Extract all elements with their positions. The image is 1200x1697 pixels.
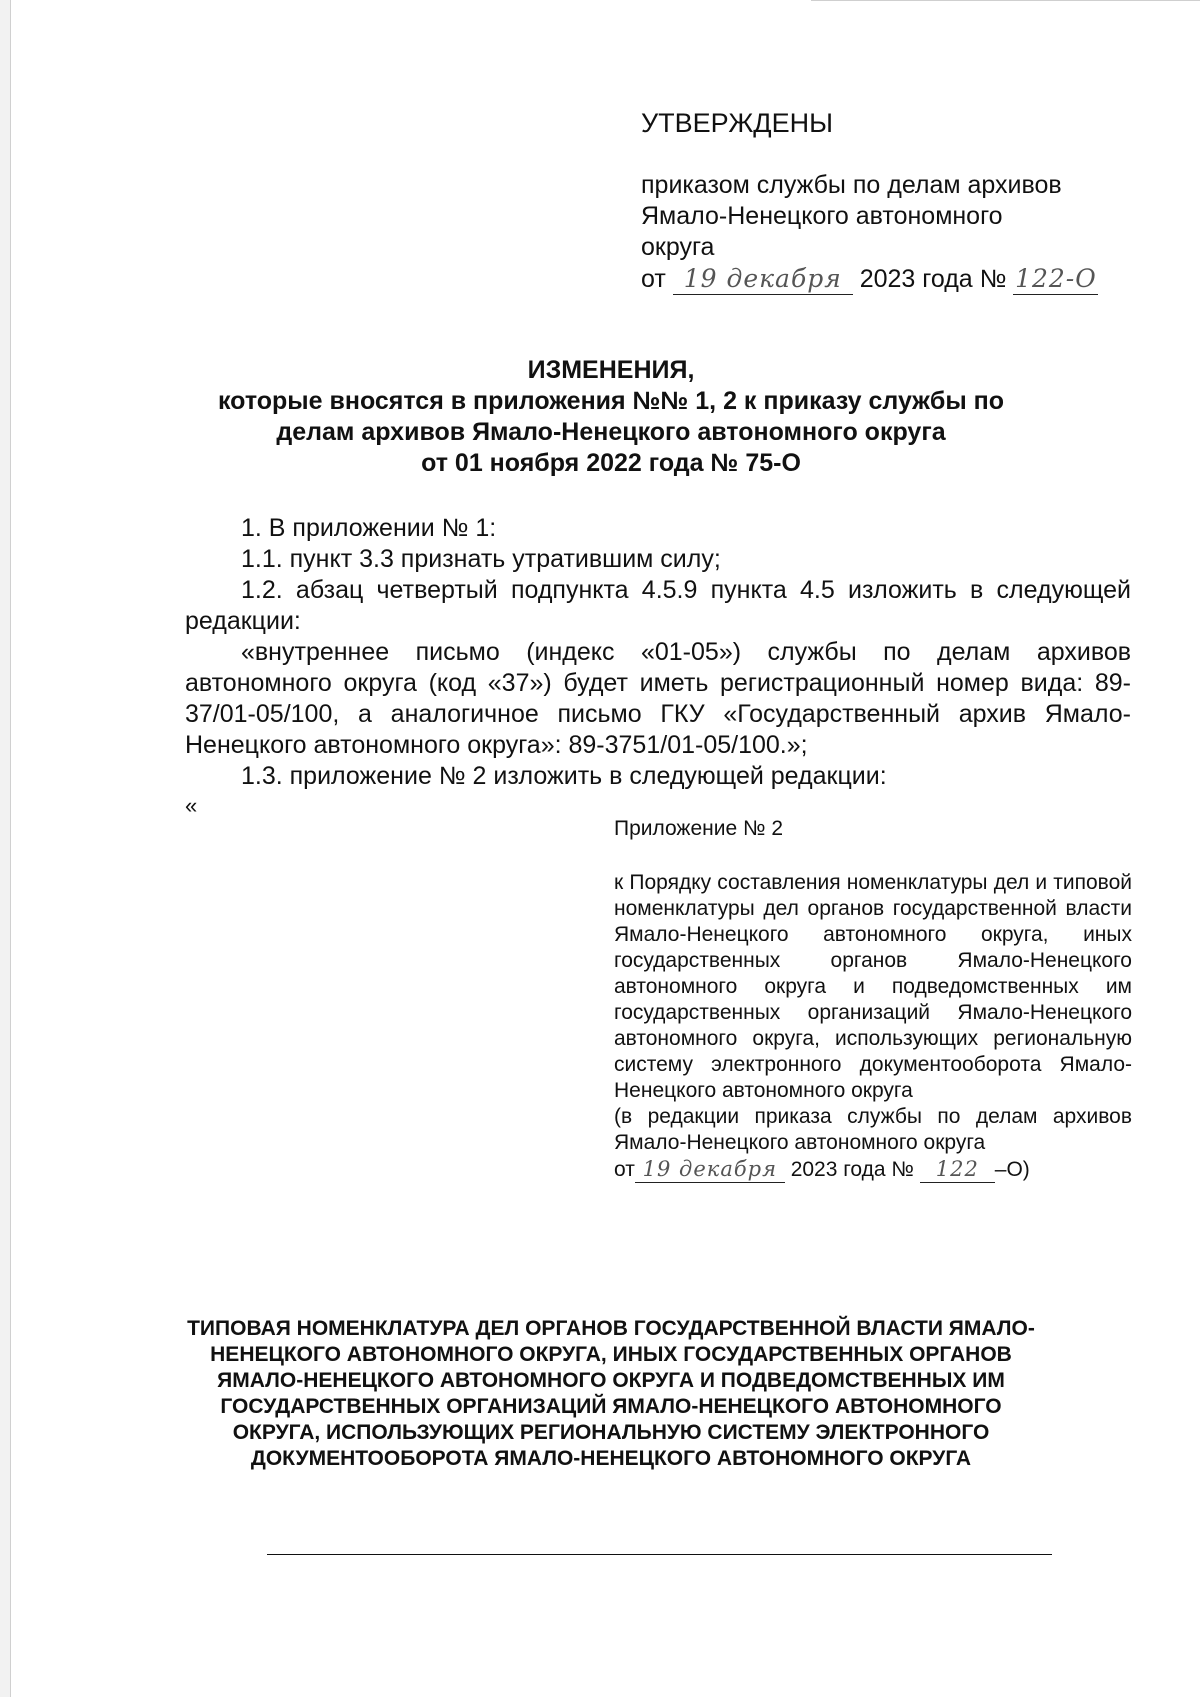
appendix-year-text: 2023 года № <box>790 1158 914 1181</box>
handwritten-date: 19 декабря <box>673 263 853 295</box>
appendix-text-2: (в редакции приказа службы по делам архивов Ямало-Ненецкого автономного округа <box>614 1105 1132 1154</box>
appendix-date-line <box>614 1156 1132 1183</box>
appendix-text-1: к Порядку составления номенклатуры дел и типовой номенклатуры дел органов государственной власти Ямало-Ненецкого автономного округа, иных государственных органов Ямало-Ненецкого автономного округа и подведомственных им государственных организаций Ямало-Ненецкого автономного округа, использующих региональную систему электронного документооборота Ямало-Ненецкого автономного округа <box>614 871 1132 1102</box>
horizontal-rule <box>267 1554 1052 1555</box>
quote-open-mark: « <box>185 793 198 818</box>
appendix-number-suffix: –О) <box>994 1158 1030 1181</box>
order-line-1: приказом службы по делам архивов <box>641 171 1062 199</box>
document-title <box>181 355 1041 479</box>
top-edge-line <box>811 0 1200 1</box>
paragraph-1-3: 1.3. приложение № 2 изложить в следующей редакции: <box>241 762 887 790</box>
approved-heading: УТВЕРЖДЕНЫ <box>641 108 833 138</box>
document-body <box>185 513 1131 792</box>
order-line-2: Ямало-Ненецкого автономного <box>641 202 1003 230</box>
appendix-date-prefix: от <box>614 1158 635 1181</box>
document-page <box>10 0 1200 1697</box>
handwritten-number: 122-О <box>1015 264 1097 293</box>
paragraph-1-2: 1.2. абзац четвертый подпункта 4.5.9 пункта 4.5 изложить в следующей редакции: <box>185 576 1131 635</box>
approval-block <box>641 170 1141 295</box>
appendix-title: Приложение № 2 <box>614 817 784 840</box>
appendix-handwritten-date: 19 декабря <box>635 1156 785 1183</box>
year-text: 2023 года № <box>859 265 1007 293</box>
paragraph-1-1: 1.1. пункт 3.3 признать утратившим силу; <box>241 545 721 573</box>
paragraph-1: 1. В приложении № 1: <box>241 514 497 542</box>
title-line-2: которые вносятся в приложения №№ 1, 2 к приказу службы по делам архивов Ямало-Ненецкого автономного округа <box>218 387 1004 446</box>
nomenclature-title: ТИПОВАЯ НОМЕНКЛАТУРА ДЕЛ ОРГАНОВ ГОСУДАРСТВЕННОЙ ВЛАСТИ ЯМАЛО-НЕНЕЦКОГО АВТОНОМНОГО ОКРУГА, ИНЫХ ГОСУДАРСТВЕННЫХ ОРГАНОВ ЯМАЛО-НЕНЕЦКОГО АВТОНОМНОГО ОКРУГА И ПОДВЕДОМСТВЕННЫХ ИМ ГОСУДАРСТВЕННЫХ ОРГАНИЗАЦИЙ ЯМАЛО-НЕНЕЦКОГО АВТОНОМНОГО ОКРУГА, ИСПОЛЬЗУЮЩИХ РЕГИОНАЛЬНУЮ СИСТЕМУ ЭЛЕКТРОННОГО ДОКУМЕНТООБОРОТА ЯМАЛО-НЕНЕЦКОГО АВТОНОМНОГО ОКРУГА <box>187 1317 1035 1470</box>
date-prefix: от <box>641 265 666 293</box>
title-line-3: от 01 ноября 2022 года № 75-О <box>421 449 801 477</box>
order-line-3: округа <box>641 233 715 261</box>
paragraph-quote: «внутреннее письмо (индекс «01-05») службы по делам архивов автономного округа (код «37») будет иметь регистрационный номер вида: 89-37/01-05/100, а аналогичное письмо ГКУ «Государственный архив Ямало-Ненецкого автономного округа»: 89-3751/01-05/100.»; <box>185 638 1131 759</box>
order-date-line <box>641 263 1141 295</box>
title-line-1: ИЗМЕНЕНИЯ, <box>527 356 695 384</box>
appendix-block <box>614 870 1132 1183</box>
appendix-handwritten-number: 122 <box>920 1156 995 1183</box>
